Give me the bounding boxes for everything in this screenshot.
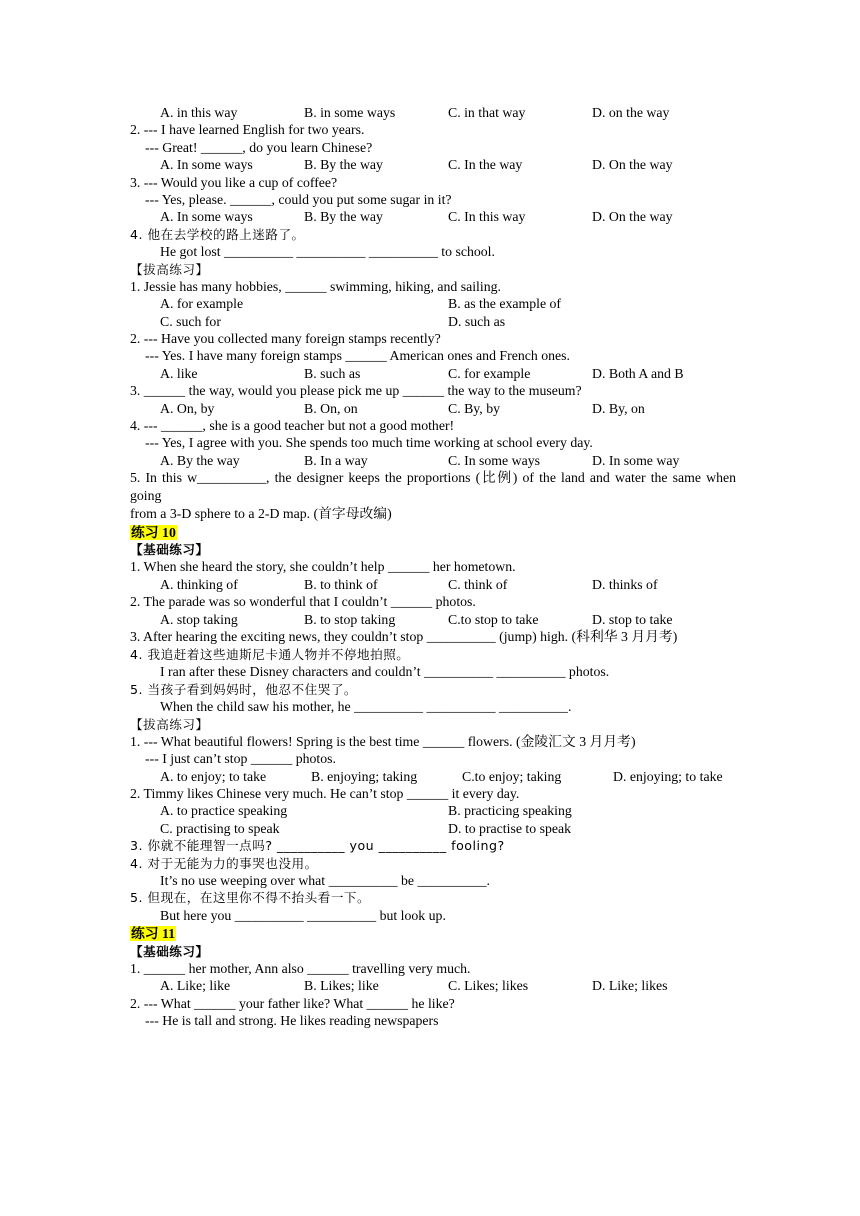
highlighted-title: 练习 11 [131,926,176,942]
chinese-text-line: 4. 他在去学校的路上迷路了。 [130,226,305,242]
option-choice: D. Like; likes [592,978,668,994]
question-text: When the child saw his mother, he __________ __________ __________. [160,699,572,715]
option-choice: B. enjoying; taking [311,768,418,784]
question-text: 3. After hearing the exciting news, they couldn’t stop __________ (jump) high. (科利华 3 月月考) [130,628,678,644]
option-choice: C. for example [448,365,531,381]
question-text: I ran after these Disney characters and couldn’t __________ __________ photos. [160,664,610,680]
option-choice: C. such for [160,313,221,329]
option-choice: B. to stop taking [304,611,396,627]
option-choice: D. On the way [592,209,673,225]
option-choice: D. on the way [592,105,670,120]
question-text: --- Yes, please. ______, could you put some sugar in it? [145,191,452,207]
answer-options [130,400,736,417]
chinese-text-line: 5. 但现在，在这里你不得不抬头看一下。 [130,890,371,906]
answer-options [130,802,736,819]
question-text: 2. The parade was so wonderful that I couldn’t ______ photos. [130,594,476,610]
option-choice: A. thinking of [160,576,238,592]
answer-options [130,208,736,225]
question-text: --- I just can’t stop ______ photos. [145,751,336,767]
option-choice: C. By, by [448,400,501,416]
question-text: --- Yes, I agree with you. She spends too much time working at school every day. [145,435,593,451]
option-choice: C. In this way [448,209,526,225]
exercise-heading [130,925,736,942]
option-choice: A. On, by [160,400,215,416]
chinese-text-line: 【基础练习】 [130,541,209,557]
highlighted-title: 练习 10 [131,524,176,540]
option-choice: D. By, on [592,400,645,416]
option-choice: A. In some ways [160,157,253,173]
question-text: He got lost __________ __________ __________ to school. [160,244,495,260]
option-choice: C. In some ways [448,452,540,468]
chinese-text-line: 【拔高练习】 [130,261,209,277]
option-choice: B. as the example of [448,296,562,312]
question-text: from a 3-D sphere to a 2-D map. (首字母改编) [130,506,392,522]
question-text: --- Great! ______, do you learn Chinese? [145,139,373,155]
question-text: 2. --- Have you collected many foreign stamps recently? [130,331,441,347]
answer-options [130,104,736,121]
option-choice: D. to practise to speak [448,820,571,836]
answer-options [130,768,736,785]
question-text: 5. In this w__________, the designer keeps the proportions (比例) of the land and water the same when going [130,470,736,504]
option-choice: C. in that way [448,105,526,120]
option-choice: A. to practice speaking [160,803,288,819]
question-text: 1. Jessie has many hobbies, ______ swimming, hiking, and sailing. [130,278,501,294]
chinese-text-line: 5. 当孩子看到妈妈时，他忍不住哭了。 [130,681,358,697]
option-choice: A. for example [160,296,244,312]
option-choice: A. In some ways [160,209,253,225]
answer-options [130,611,736,628]
option-choice: A. By the way [160,452,240,468]
option-choice: B. On, on [304,400,358,416]
worksheet-page [130,104,736,1030]
option-choice: C. think of [448,576,508,592]
option-choice: D. In some way [592,452,680,468]
option-choice: A. Like; like [160,978,231,994]
chinese-text-line: 4. 我追赶着这些迪斯尼卡通人物并不停地拍照。 [130,646,410,662]
option-choice: B. In a way [304,452,368,468]
option-choice: C. practising to speak [160,820,280,836]
chinese-text-line: 【基础练习】 [130,943,209,959]
option-choice: B. in some ways [304,105,396,120]
question-text: 2. Timmy likes Chinese very much. He can’t stop ______ it every day. [130,786,520,802]
option-choice: D. stop to take [592,611,673,627]
answer-options [130,365,736,382]
option-choice: D. On the way [592,157,673,173]
chinese-text-line: 3. 你就不能理智一点吗? __________ you __________ fooling? [130,838,505,854]
option-choice: B. Likes; like [304,978,379,994]
question-text: 2. --- I have learned English for two years. [130,122,365,138]
option-choice: B. By the way [304,157,383,173]
answer-options [130,576,736,593]
option-choice: D. such as [448,313,506,329]
option-choice: C.to enjoy; taking [462,768,562,784]
option-choice: D. Both A and B [592,365,684,381]
option-choice: A. in this way [160,105,238,120]
option-choice: B. practicing speaking [448,803,572,819]
answer-options [130,156,736,173]
answer-options [130,820,736,837]
question-text: 3. --- Would you like a cup of coffee? [130,174,338,190]
option-choice: A. like [160,365,198,381]
option-choice: D. thinks of [592,576,658,592]
question-text: 4. --- ______, she is a good teacher but not a good mother! [130,418,455,434]
answer-options [130,452,736,469]
option-choice: C. Likes; likes [448,978,529,994]
question-text: 1. --- What beautiful flowers! Spring is the best time ______ flowers. (金陵汇文 3 月月考) [130,733,636,749]
question-text: 1. When she heard the story, she couldn’t help ______ her hometown. [130,559,516,575]
question-text: 3. ______ the way, would you please pick me up ______ the way to the museum? [130,383,582,399]
question-text: 2. --- What ______ your father like? What ______ he like? [130,995,455,1011]
question-text: --- He is tall and strong. He likes reading newspapers [145,1013,439,1029]
question-text: --- Yes. I have many foreign stamps ______ American ones and French ones. [145,348,570,364]
option-choice: A. to enjoy; to take [160,768,267,784]
option-choice: B. to think of [304,576,378,592]
chinese-text-line: 4. 对于无能为力的事哭也没用。 [130,855,318,871]
question-text: But here you __________ __________ but look up. [160,907,446,923]
question-text: 1. ______ her mother, Ann also ______ travelling very much. [130,960,471,976]
option-choice: C. In the way [448,157,523,173]
answer-options [130,977,736,994]
option-choice: B. such as [304,365,361,381]
exercise-heading [130,524,736,541]
question-text: It’s no use weeping over what __________ be __________. [160,873,490,889]
option-choice: C.to stop to take [448,611,539,627]
chinese-text-line: 【拔高练习】 [130,716,209,732]
answer-options [130,295,736,312]
option-choice: D. enjoying; to take [613,768,723,784]
option-choice: B. By the way [304,209,383,225]
answer-options [130,313,736,330]
option-choice: A. stop taking [160,611,238,627]
